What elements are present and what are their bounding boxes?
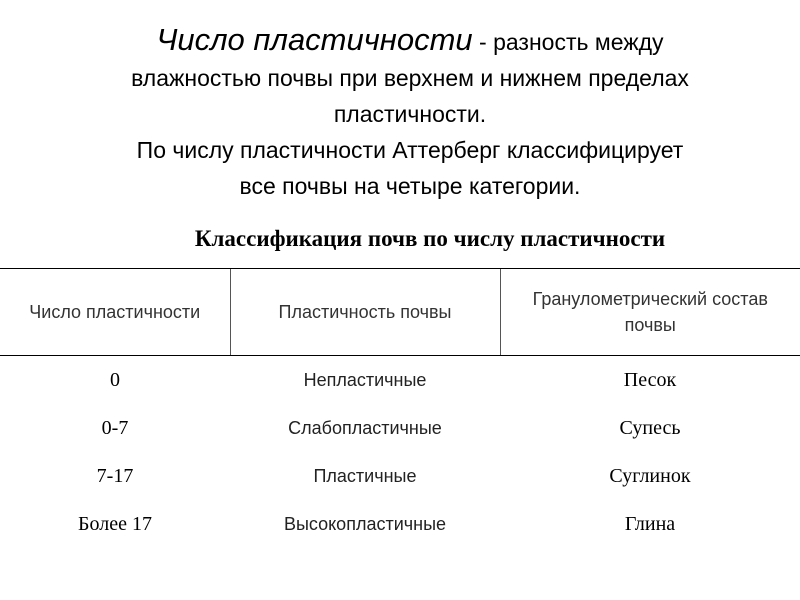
table-row xyxy=(0,356,800,405)
definition-line-2: влажностью почвы при верхнем и нижнем пределах xyxy=(131,65,689,91)
cell-composition: Суглинок xyxy=(609,464,691,487)
classification-table xyxy=(0,268,800,548)
definition-start: - разность между xyxy=(472,29,664,55)
table-row xyxy=(0,452,800,500)
classification-line-2: все почвы на четыре категории. xyxy=(239,173,581,199)
intro-text xyxy=(40,22,780,204)
definition-line-3: пластичности. xyxy=(333,101,487,127)
cell-number: 0-7 xyxy=(101,416,129,439)
cell-composition: Глина xyxy=(624,512,676,535)
table-row xyxy=(0,500,800,548)
header-granulometric-composition: Гранулометрический состав почвы xyxy=(500,269,800,356)
cell-number: 7-17 xyxy=(96,464,134,487)
cell-composition: Супесь xyxy=(619,416,681,439)
table-row xyxy=(0,404,800,452)
term-heading: Число пластичности xyxy=(156,22,473,57)
table-header-row xyxy=(0,269,800,356)
classification-line-1: По числу пластичности Аттерберг классифицирует xyxy=(136,137,684,163)
cell-plasticity: Непластичные xyxy=(303,369,427,390)
header-soil-plasticity: Пластичность почвы xyxy=(230,269,500,356)
definition-line-1 xyxy=(40,22,780,60)
cell-number: Более 17 xyxy=(78,512,152,535)
section-title: Классификация почв по числу пластичности xyxy=(194,226,666,251)
cell-plasticity: Высокопластичные xyxy=(283,513,447,534)
cell-composition: Песок xyxy=(623,368,677,391)
cell-plasticity: Слабопластичные xyxy=(288,417,442,438)
header-plasticity-number: Число пластичности xyxy=(0,269,230,356)
cell-plasticity: Пластичные xyxy=(313,465,417,486)
cell-number: 0 xyxy=(110,368,120,391)
